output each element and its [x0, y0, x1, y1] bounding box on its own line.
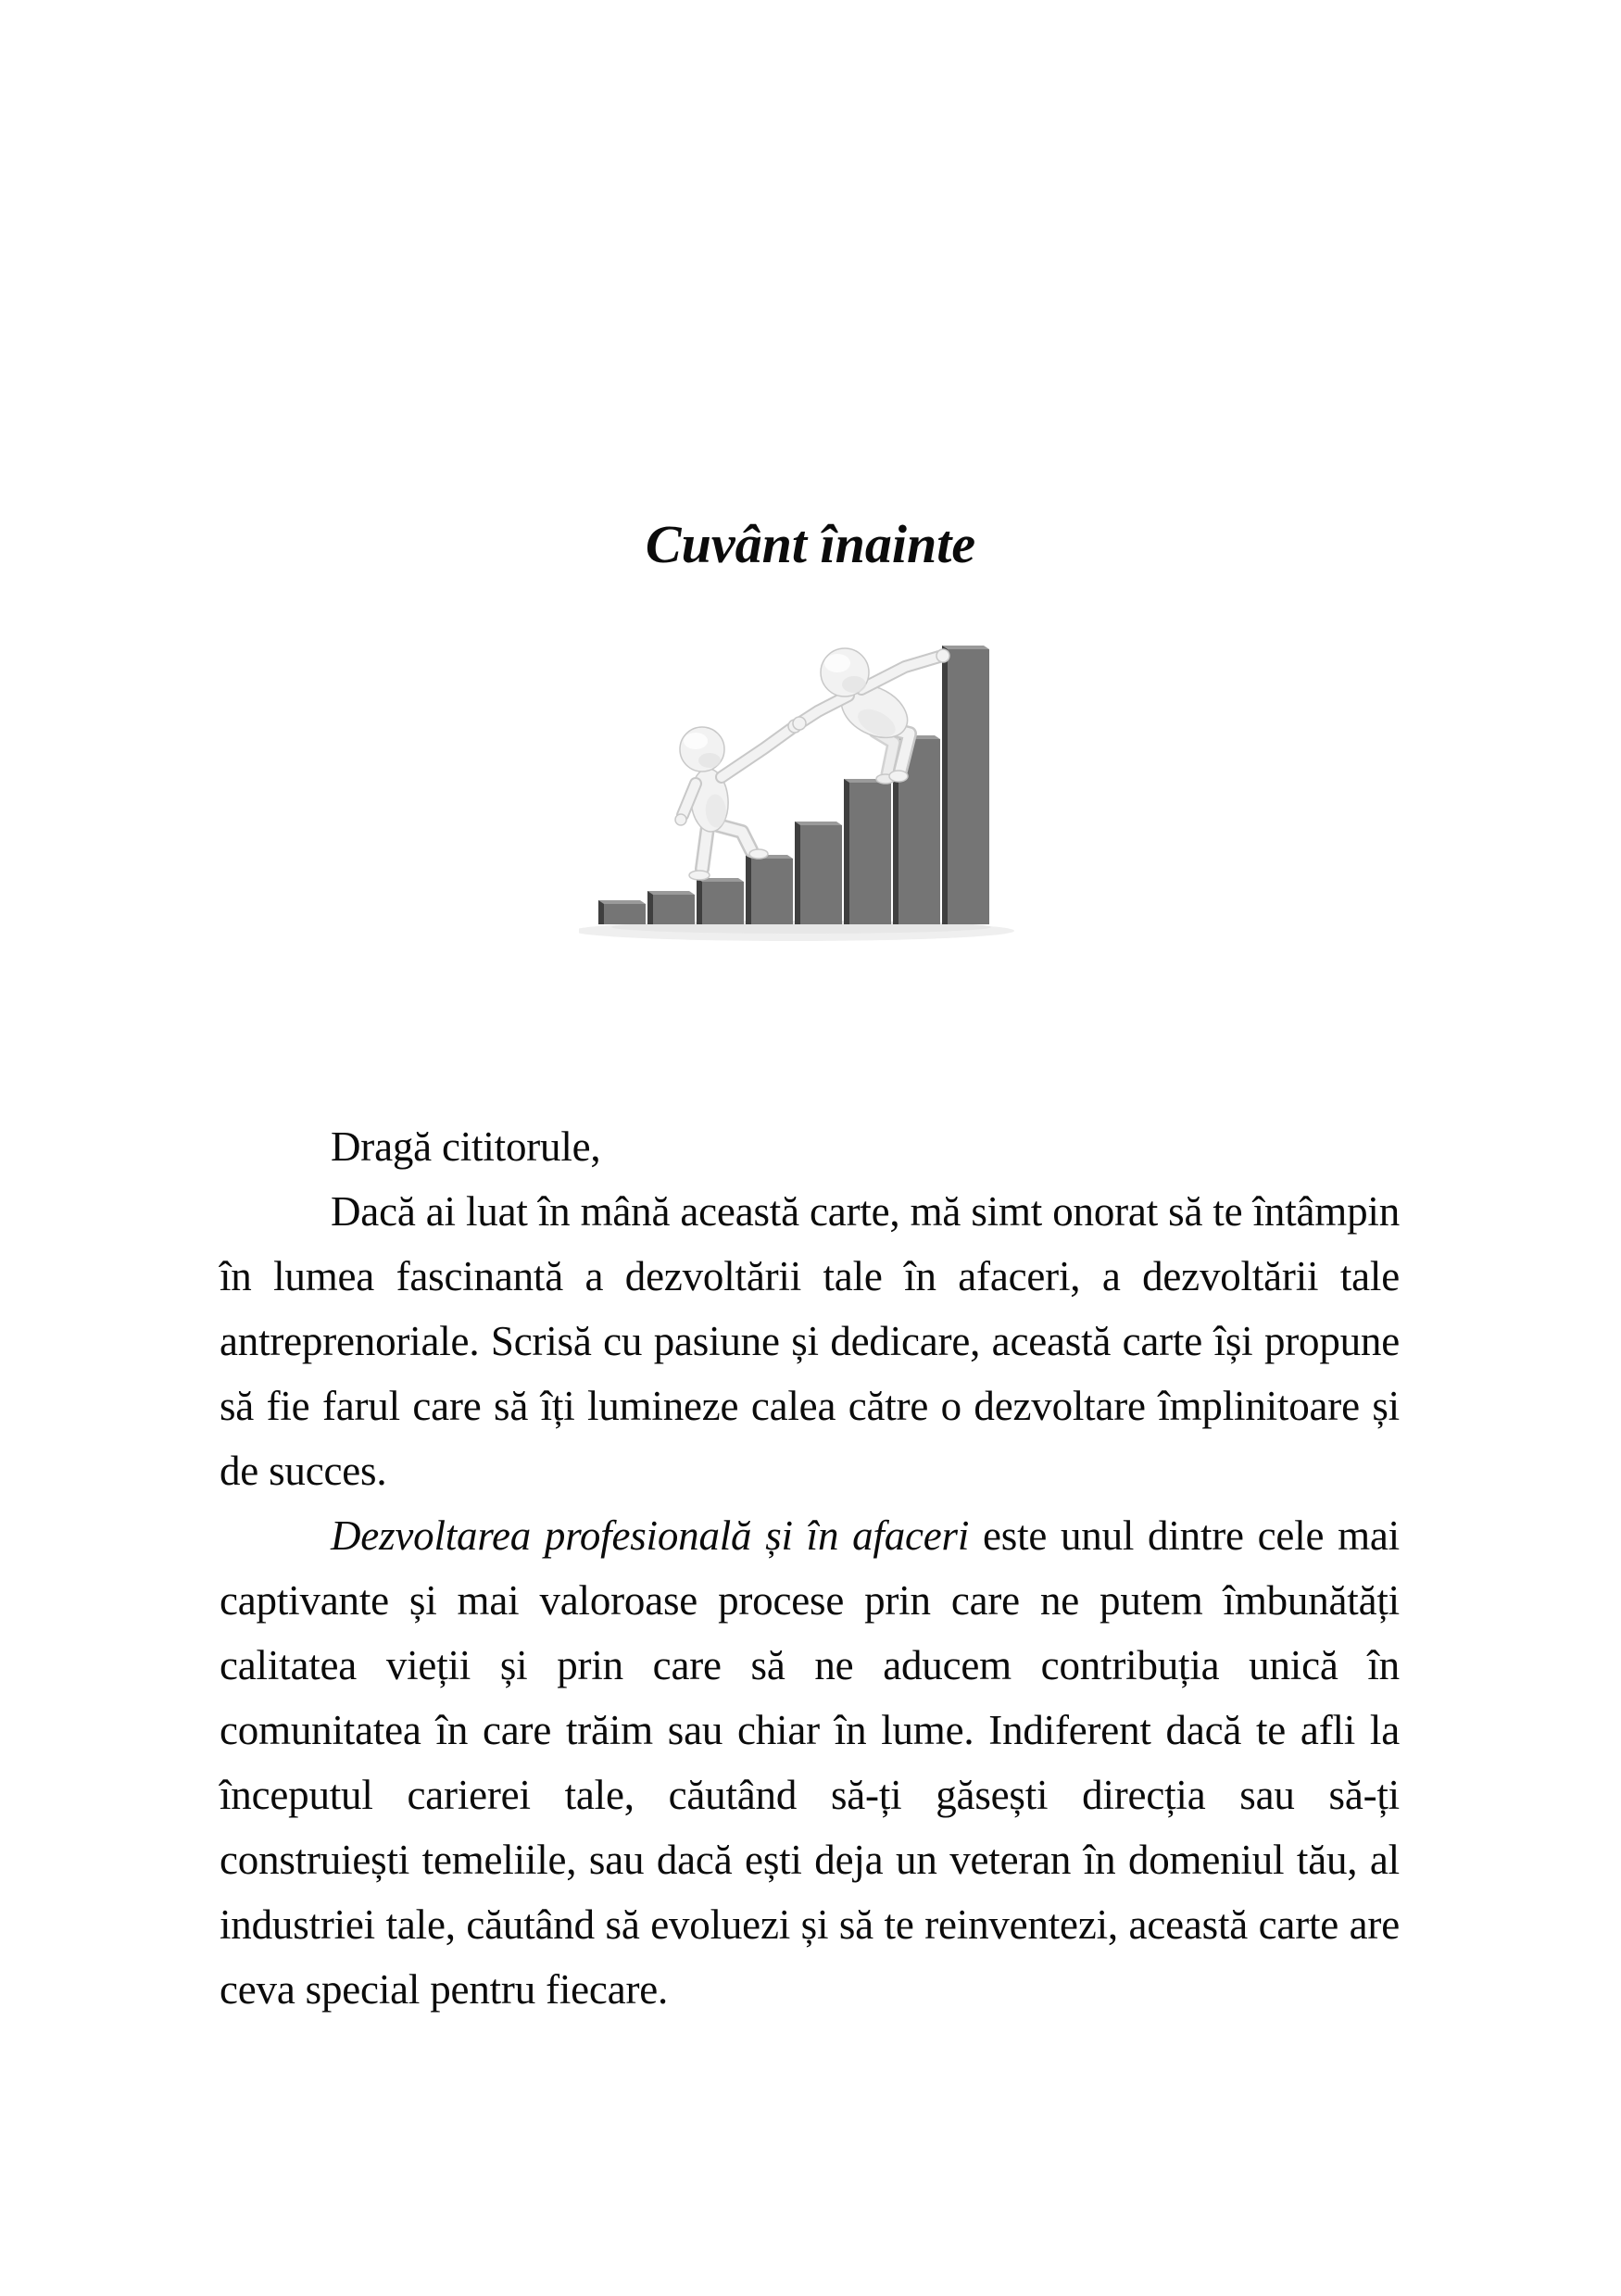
bar-step — [702, 882, 744, 924]
paragraph-development-text: este unul dintre cele mai captivante și mai valoroase procese prin care ne putem îmbunătăți calitatea vieții și prin care să ne aducem contribuția unică în comunitatea în care trăim sau chiar în lume. Indiferent dacă te afli la începutul carierei tale, căutând să-ți găsești direcția sau să-ți construiești temeliile, sau dacă ești deja un veteran în domeniul tău, al industriei tale, căutând să evoluezi și să te reinventezi, această carte are ceva special pentru fiecare. — [220, 1512, 1400, 2013]
bar-step — [948, 649, 989, 924]
paragraph-development — [220, 1503, 1400, 2022]
helping-hand-illustration — [579, 637, 1042, 945]
paragraph-greeting-text: Dragă cititorule, — [331, 1123, 601, 1170]
bar-step — [697, 878, 702, 924]
bar-step — [647, 891, 695, 895]
bar-step — [942, 646, 989, 649]
paragraph-greeting — [220, 1114, 1400, 1179]
bar-step — [604, 904, 646, 924]
bar-step — [795, 822, 800, 924]
bar-stairs — [598, 646, 989, 924]
paragraph-intro — [220, 1179, 1400, 1503]
bar-step — [849, 783, 891, 924]
bar-step — [598, 900, 604, 924]
bar-step — [942, 646, 948, 924]
helping-hand-illustration-svg — [579, 637, 1042, 945]
paragraph-intro-text: Dacă ai luat în mână această carte, mă simt onorat să te întâmpin în lumea fascinantă a dezvoltării tale în afaceri, a dezvoltării tale antreprenoriale. Scrisă cu pasiune și dedicare, această carte își propune să fie farul care să îți lumineze calea către o dezvoltare împlinitoare și de succes. — [220, 1188, 1400, 1494]
bar-step — [647, 891, 653, 924]
bar-step — [751, 859, 793, 924]
bar-step — [844, 779, 849, 924]
bar-step — [800, 825, 842, 924]
body-text — [220, 1114, 1400, 2022]
bar-step — [746, 855, 751, 924]
bar-step — [653, 895, 695, 924]
paragraph-development-italic-lead: Dezvoltarea profesională și în afaceri — [331, 1512, 970, 1559]
bar-step — [795, 822, 842, 825]
page-title: Cuvânt înainte — [645, 513, 976, 574]
bar-step — [598, 900, 646, 904]
